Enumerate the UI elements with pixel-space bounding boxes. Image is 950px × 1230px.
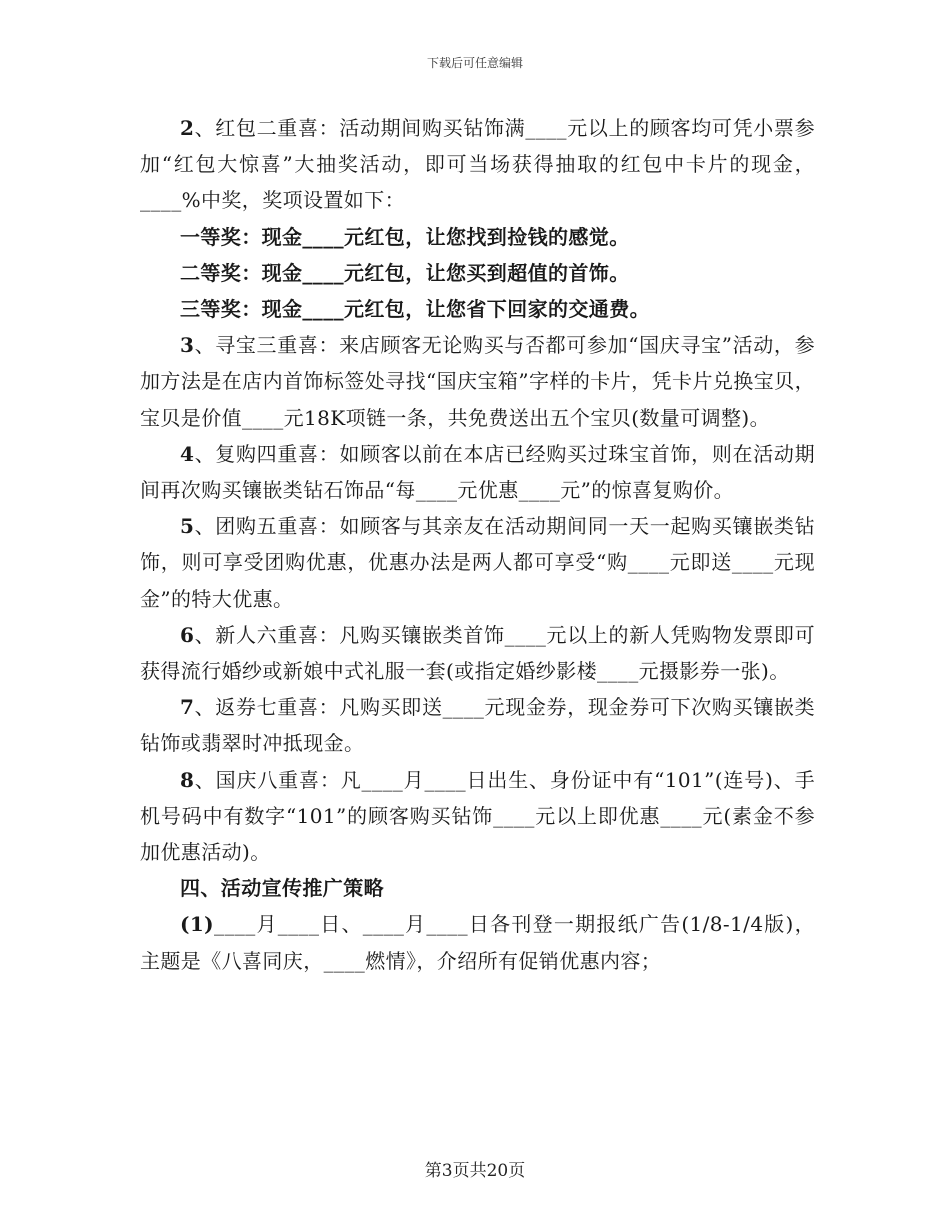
paragraph-item-5	[140, 508, 815, 617]
document-body	[140, 110, 815, 979]
item-number: 8	[180, 767, 195, 792]
paragraph-text: 、返券七重喜：凡购买即送____元现金券，现金券可下次购买镶嵌类钻饰或翡翠时冲抵现金。	[140, 695, 815, 756]
paragraph-item-7	[140, 689, 815, 761]
prize-third: 三等奖：现金____元红包，让您省下回家的交通费。	[180, 297, 650, 322]
page-header: 下载后可任意编辑	[426, 56, 523, 70]
paragraph-text: 、寻宝三重喜：来店顾客无论购买与否都可参加“国庆寻宝”活动，参加方法是在店内首饰标签处寻找“国庆宝箱”字样的卡片，凭卡片兑换宝贝，宝贝是价值____元18K项链一条，共免费送出五个宝贝(数量可调整)。	[140, 333, 815, 430]
paragraph-item-3	[140, 327, 815, 436]
paragraph-item-6	[140, 617, 815, 689]
paragraph-text: 、复购四重喜：如顾客以前在本店已经购买过珠宝首饰，则在活动期间再次购买镶嵌类钻石饰品“每____元优惠____元”的惊喜复购价。	[140, 441, 815, 503]
item-number: 3	[180, 333, 195, 358]
paragraph-item-8	[140, 762, 815, 871]
paragraph-text: ____月____日、____月____日各刊登一期报纸广告(1/8-1/4版)，主题是《八喜同庆，____燃情》，介绍所有促销优惠内容；	[140, 912, 815, 973]
paragraph-item-4	[140, 436, 815, 508]
section-heading: 四、活动宣传推广策略	[180, 876, 384, 901]
paragraph-text: 、国庆八重喜：凡____月____日出生、身份证中有“101”(连号)、手机号码中有数字“101”的顾客购买钻饰____元以上即优惠____元(素金不参加优惠活动)。	[140, 767, 815, 865]
item-number: 4	[180, 441, 195, 466]
paragraph-item-2	[140, 110, 815, 219]
paragraph-text: 、新人六重喜：凡购买镶嵌类首饰____元以上的新人凭购物发票即可获得流行婚纱或新娘中式礼服一套(或指定婚纱影楼____元摄影券一张)。	[140, 622, 815, 684]
paragraph-text: 、团购五重喜：如顾客与其亲友在活动期间同一天一起购买镶嵌类钻饰，则可享受团购优惠，优惠办法是两人都可享受“购____元即送____元现金”的特大优惠。	[140, 514, 815, 611]
paragraph-text: 、红包二重喜：活动期间购买钻饰满____元以上的顾客均可凭小票参加“红包大惊喜”大抽奖活动，即可当场获得抽取的红包中卡片的现金，____%中奖，奖项设置如下：	[140, 116, 815, 213]
item-number: 6	[180, 622, 195, 647]
prize-second: 二等奖：现金____元红包，让您买到超值的首饰。	[180, 260, 630, 285]
item-number: (1)	[180, 912, 215, 937]
paragraph-strategy-1	[140, 906, 815, 978]
item-number: 2	[180, 116, 195, 140]
item-number: 7	[180, 695, 195, 720]
prize-first: 一等奖：现金____元红包，让您找到捡钱的感觉。	[180, 224, 630, 249]
item-number: 5	[180, 514, 195, 539]
page-footer: 第3页共20页	[424, 1161, 526, 1181]
